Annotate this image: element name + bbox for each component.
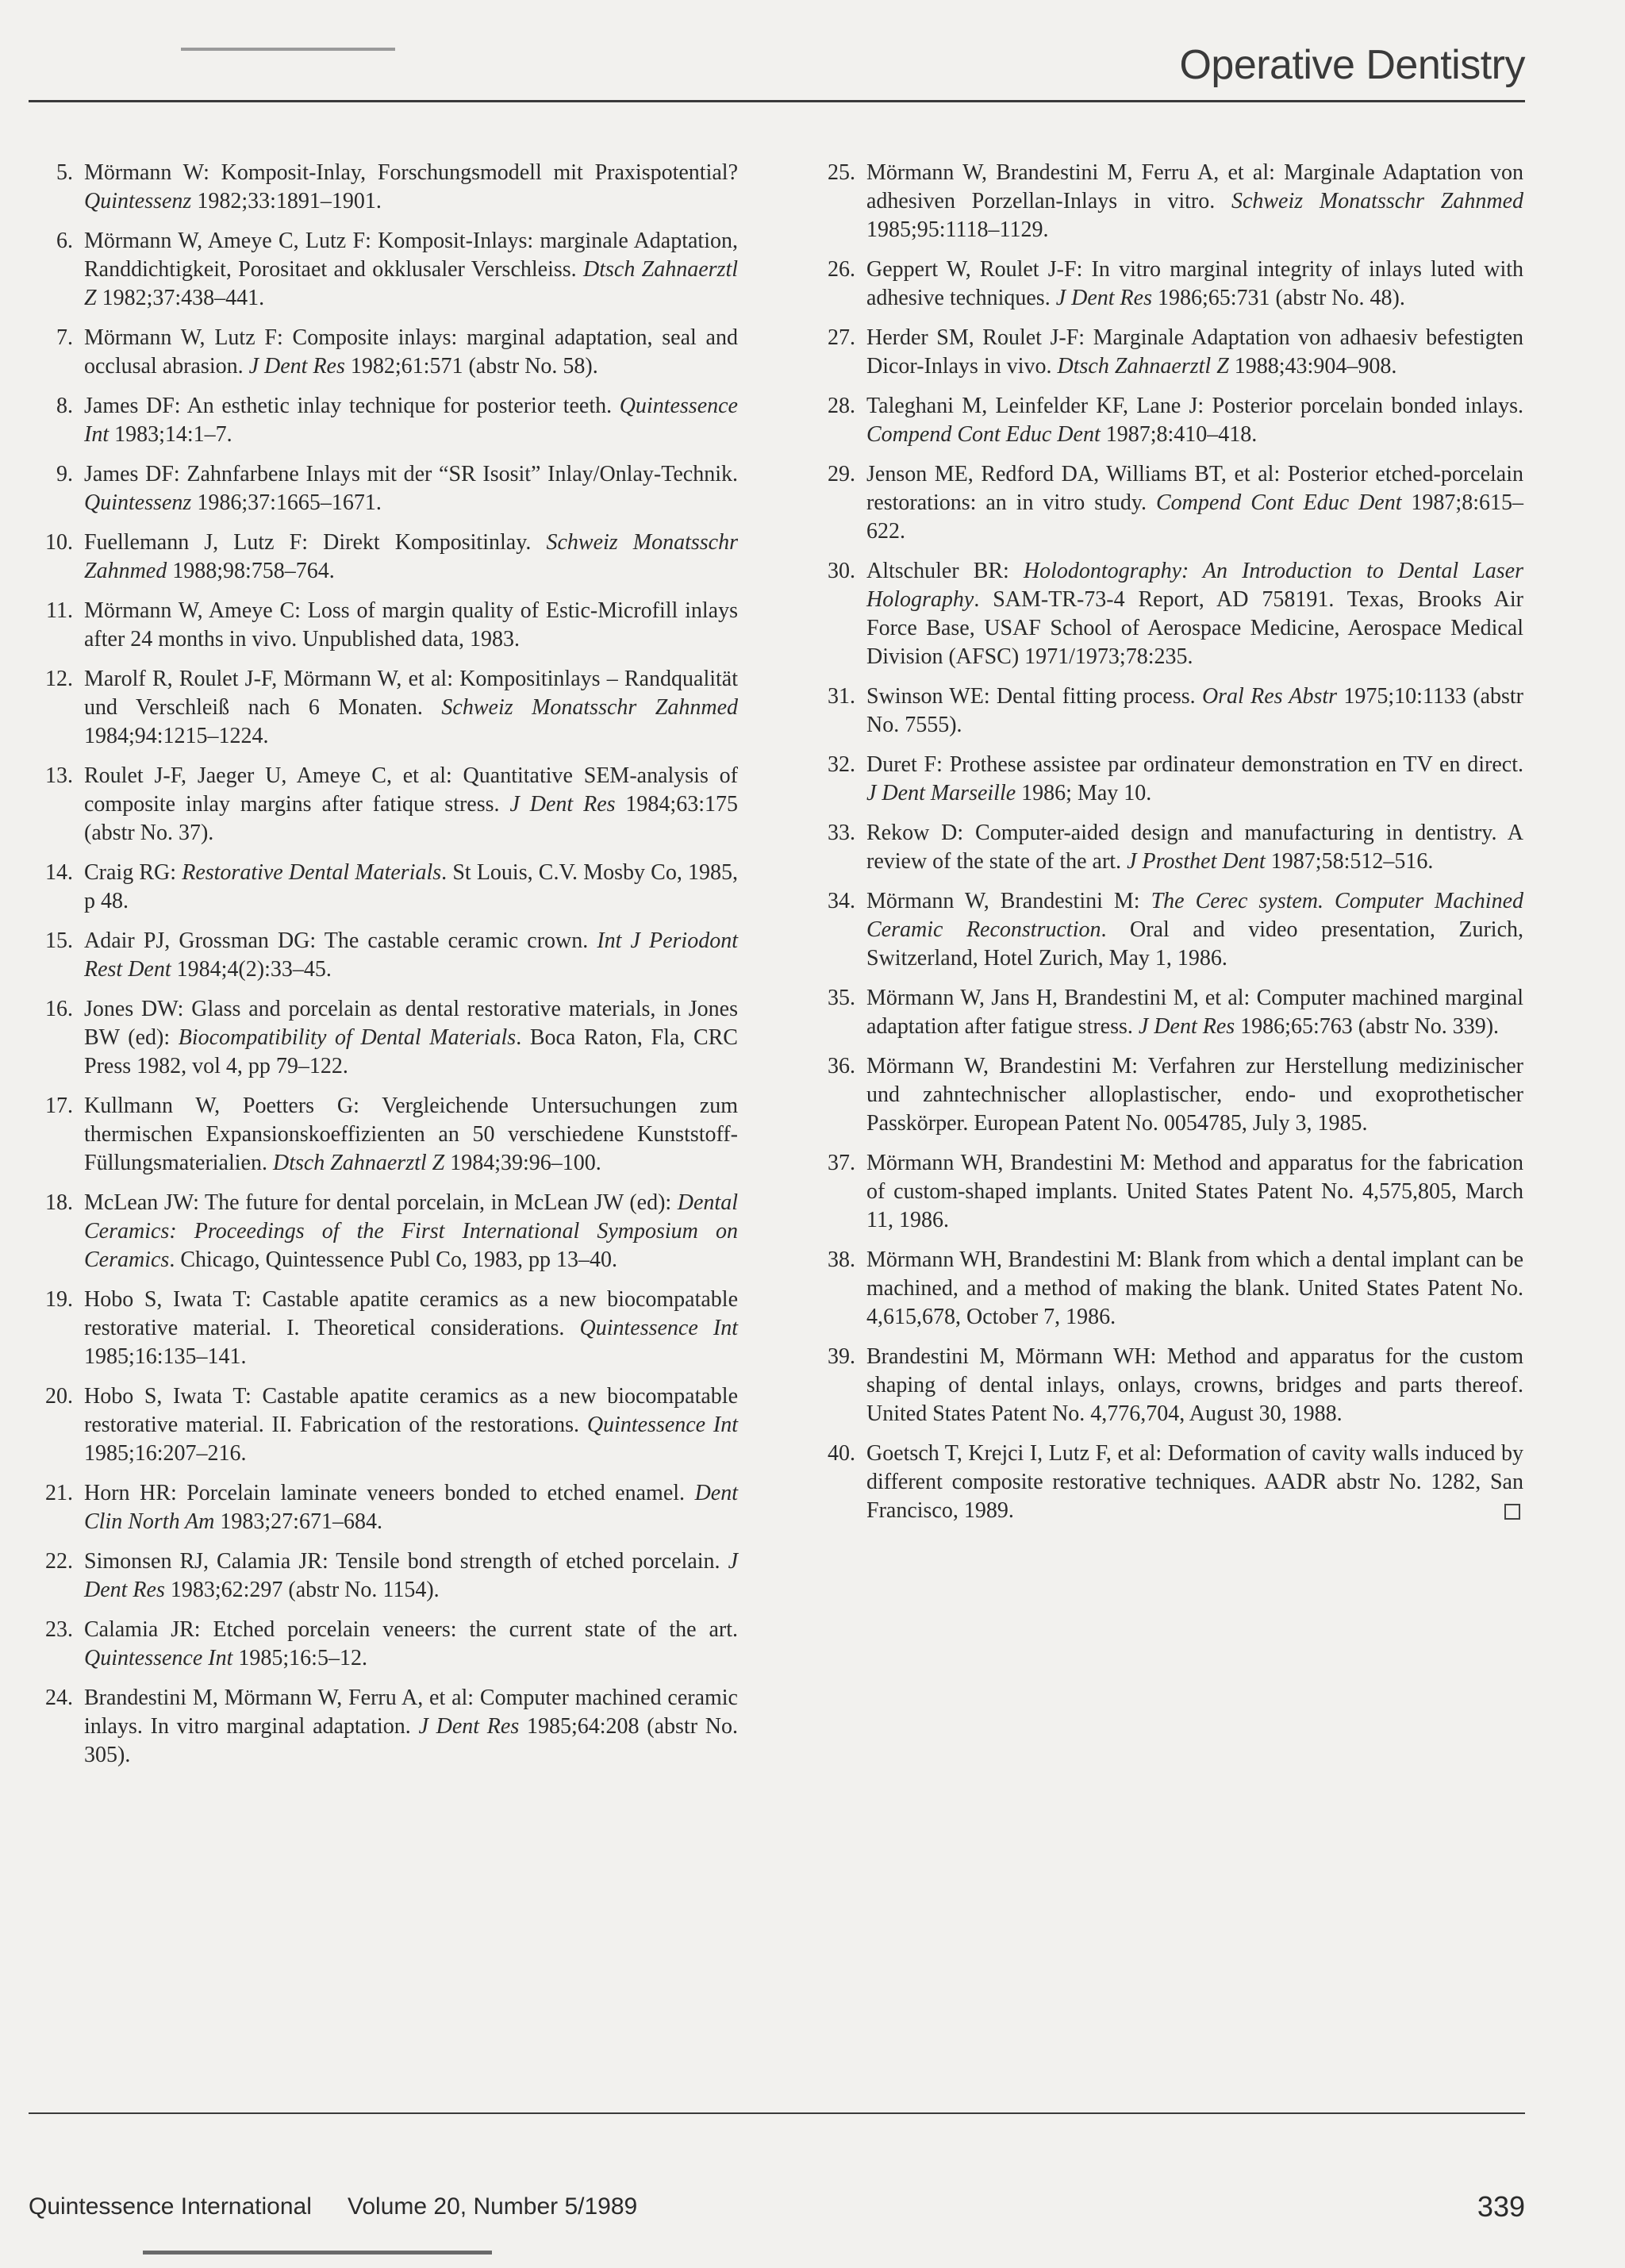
reference-item	[814, 1246, 1523, 1332]
reference-item	[32, 392, 738, 449]
reference-source-italic: Dtsch Zahnaerztl Z	[1057, 354, 1229, 379]
reference-number: 24.	[45, 1686, 73, 1710]
reference-source-italic: J Dent Res	[1055, 286, 1152, 310]
reference-item	[32, 529, 738, 586]
reference-text-part: 1984;4(2):33–45.	[171, 957, 332, 982]
reference-text	[866, 819, 1523, 876]
reference-number: 36.	[828, 1054, 855, 1078]
reference-text	[84, 1616, 738, 1673]
reference-text	[84, 460, 738, 517]
reference-number: 31.	[828, 684, 855, 709]
reference-text-part: 1987;58:512–516.	[1265, 849, 1434, 874]
reference-number: 32.	[828, 752, 855, 777]
reference-source-italic: Schweiz Monatsschr Zahnmed	[84, 530, 738, 583]
reference-source-italic: J Dent Res	[509, 792, 616, 817]
reference-source-italic: The Cerec system. Computer Machined Ceramic Reconstruction	[866, 889, 1523, 942]
footer-rule	[29, 2112, 1525, 2114]
reference-item	[814, 819, 1523, 876]
reference-number: 8.	[56, 394, 73, 418]
reference-number: 29.	[828, 462, 855, 486]
reference-item	[32, 227, 738, 313]
reference-text	[84, 927, 738, 984]
section-title: Operative Dentistry	[1179, 42, 1525, 88]
reference-source-italic: Quintessenz	[84, 490, 192, 515]
reference-text	[866, 984, 1523, 1041]
reference-text	[866, 256, 1523, 313]
footer-journal-name: Quintessence International	[29, 2193, 312, 2220]
scan-artifact-top	[181, 48, 395, 51]
reference-text-part: Altschuler BR:	[866, 559, 1024, 583]
reference-text	[84, 1684, 738, 1770]
reference-source-italic: J Dent Res	[84, 1549, 738, 1602]
reference-text	[866, 159, 1523, 244]
reference-text-part: Swinson WE: Dental fitting process.	[866, 684, 1202, 709]
references-left-column	[32, 159, 738, 1781]
reference-number: 23.	[45, 1617, 73, 1642]
reference-text	[866, 1052, 1523, 1138]
reference-number: 39.	[828, 1344, 855, 1369]
reference-text	[84, 1092, 738, 1178]
reference-item	[814, 1149, 1523, 1235]
reference-item	[32, 1684, 738, 1770]
reference-source-italic: J Dent Res	[418, 1714, 520, 1739]
reference-text-part: 1984;63:175 (abstr No. 37).	[84, 792, 738, 845]
reference-text-part: 1984;94:1215–1224.	[84, 724, 269, 748]
reference-number: 28.	[828, 394, 855, 418]
reference-text-part: Marolf R, Roulet J-F, Mörmann W, et al: Kompositinlays – Randqualität und Verschleiß nach 6 Monaten.	[84, 667, 738, 720]
reference-text-part: Mörmann W, Brandestini M: Verfahren zur Herstellung medizinischer und zahntechnischer alloplastischer, endo- und exoprothetischer Passkörper. European Patent No. 0054785, July 3, 1985.	[866, 1054, 1523, 1136]
reference-text-part: James DF: Zahnfarbene Inlays mit der “SR Isosit” Inlay/Onlay-Technik.	[84, 462, 738, 486]
reference-source-italic: Dtsch Zahnaerztl Z	[84, 257, 738, 310]
reference-text-part: Taleghani M, Leinfelder KF, Lane J: Posterior porcelain bonded inlays.	[866, 394, 1523, 418]
reference-number: 26.	[828, 257, 855, 282]
reference-item	[32, 1092, 738, 1178]
reference-text-part: Mörmann W, Ameye C, Lutz F: Komposit-Inlays: marginale Adaptation, Randdichtigkeit, Porositaet and okklusaler Verschleiss.	[84, 229, 738, 282]
reference-text	[866, 1149, 1523, 1235]
reference-text-part: 1986;65:763 (abstr No. 339).	[1235, 1014, 1500, 1039]
reference-text	[866, 1343, 1523, 1428]
reference-text-part: Roulet J-F, Jaeger U, Ameye C, et al: Quantitative SEM-analysis of composite inlay margins after fatique stress.	[84, 763, 738, 817]
reference-text	[84, 597, 738, 654]
reference-text	[84, 859, 738, 916]
reference-number: 5.	[56, 160, 73, 185]
reference-text	[84, 1286, 738, 1371]
reference-text-part: Craig RG:	[84, 860, 182, 885]
reference-number: 9.	[56, 462, 73, 486]
reference-item	[814, 392, 1523, 449]
reference-source-italic: Int J Periodont Rest Dent	[84, 928, 738, 982]
reference-text	[84, 324, 738, 381]
reference-text	[866, 1246, 1523, 1332]
reference-source-italic: Quintessence Int	[84, 1646, 233, 1670]
reference-source-italic: Restorative Dental Materials	[182, 860, 442, 885]
reference-text-part: Calamia JR: Etched porcelain veneers: the current state of the art.	[84, 1617, 738, 1642]
reference-text	[866, 460, 1523, 546]
reference-number: 30.	[828, 559, 855, 583]
header-rule	[29, 100, 1525, 102]
reference-text-part: Jones DW: Glass and porcelain as dental restorative materials, in Jones BW (ed):	[84, 997, 738, 1050]
reference-number: 11.	[46, 598, 73, 623]
reference-number: 22.	[45, 1549, 73, 1574]
reference-number: 40.	[828, 1441, 855, 1466]
reference-source-italic: Compend Cont Educ Dent	[1155, 490, 1402, 515]
reference-text-part: 1982;37:438–441.	[96, 286, 265, 310]
reference-text	[84, 995, 738, 1081]
reference-item	[814, 1440, 1523, 1525]
reference-text-part: Horn HR: Porcelain laminate veneers bonded to etched enamel.	[84, 1481, 695, 1505]
reference-source-italic: Quintessence Int	[84, 394, 738, 447]
reference-text	[84, 665, 738, 751]
reference-text-part: Mörmann W, Jans H, Brandestini M, et al: Computer machined marginal adaptation after fatigue stress.	[866, 986, 1523, 1039]
reference-text	[866, 751, 1523, 808]
reference-text-part: James DF: An esthetic inlay technique for posterior teeth.	[84, 394, 620, 418]
reference-item	[32, 762, 738, 848]
reference-text-part: Simonsen RJ, Calamia JR: Tensile bond strength of etched porcelain.	[84, 1549, 728, 1574]
reference-text-part: 1985;16:135–141.	[84, 1344, 247, 1369]
reference-text-part: 1987;8:615–622.	[866, 490, 1523, 544]
reference-number: 27.	[828, 325, 855, 350]
reference-text	[84, 392, 738, 449]
reference-text-part: 1987;8:410–418.	[1100, 422, 1258, 447]
reference-item	[814, 256, 1523, 313]
reference-text	[866, 887, 1523, 973]
page-number: 339	[1477, 2190, 1525, 2223]
reference-text-part: Goetsch T, Krejci I, Lutz F, et al: Deformation of cavity walls induced by different composite restorative techniques. AADR abstr No. 1282, San Francisco, 1989.	[866, 1441, 1523, 1523]
reference-source-italic: Compend Cont Educ Dent	[866, 422, 1101, 447]
reference-text-part: . St Louis, C.V. Mosby Co, 1985, p 48.	[84, 860, 739, 913]
reference-item	[814, 682, 1523, 740]
reference-text	[866, 1440, 1523, 1525]
reference-text	[84, 1382, 738, 1468]
reference-item	[814, 1052, 1523, 1138]
reference-text-part: . SAM-TR-73-4 Report, AD 758191. Texas, Brooks Air Force Base, USAF School of Aerospace Medicine, Aerospace Medical Division (AFSC) 1971/1973;78:235.	[866, 587, 1523, 669]
reference-item	[814, 887, 1523, 973]
reference-number: 21.	[45, 1481, 73, 1505]
reference-text-part: 1983;27:671–684.	[214, 1509, 382, 1534]
reference-text	[866, 392, 1523, 449]
reference-source-italic: Quintessence Int	[579, 1316, 738, 1340]
reference-text-part: 1986;37:1665–1671.	[191, 490, 382, 515]
reference-text-part: Rekow D: Computer-aided design and manufacturing in dentistry. A review of the state of the art.	[866, 821, 1523, 874]
reference-item	[32, 1382, 738, 1468]
reference-text-part: 1988;98:758–764.	[167, 559, 335, 583]
reference-source-italic: Oral Res Abstr	[1201, 684, 1338, 709]
reference-text-part: 1988;43:904–908.	[1228, 354, 1397, 379]
reference-item	[814, 324, 1523, 381]
reference-text-part: Mörmann W, Lutz F: Composite inlays: marginal adaptation, seal and occlusal abrasion.	[84, 325, 738, 379]
reference-text-part: 1982;33:1891–1901.	[191, 189, 382, 213]
reference-number: 38.	[828, 1247, 855, 1272]
article-end-square-icon	[1504, 1504, 1520, 1520]
reference-number: 34.	[828, 889, 855, 913]
reference-text-part: Mörmann WH, Brandestini M: Blank from which a dental implant can be machined, and a method of making the blank. United States Patent No. 4,615,678, October 7, 1986.	[866, 1247, 1523, 1329]
reference-text	[84, 529, 738, 586]
reference-text	[84, 762, 738, 848]
reference-source-italic: Schweiz Monatsschr Zahnmed	[441, 695, 738, 720]
scan-artifact-bottom	[143, 2251, 492, 2255]
reference-item	[814, 159, 1523, 244]
reference-item	[32, 1479, 738, 1536]
reference-number: 6.	[56, 229, 73, 253]
reference-text-part: Mörmann W: Komposit-Inlay, Forschungsmodell mit Praxispotential?	[84, 160, 738, 185]
reference-number: 37.	[828, 1151, 855, 1175]
reference-source-italic: Schweiz Monatsschr Zahnmed	[1231, 189, 1523, 213]
reference-item	[32, 159, 738, 216]
reference-text-part: Mörmann W, Ameye C: Loss of margin quality of Estic-Microfill inlays after 24 months in vivo. Unpublished data, 1983.	[84, 598, 738, 652]
reference-text-part: Jenson ME, Redford DA, Williams BT, et al: Posterior etched-porcelain restorations: an in vitro study.	[866, 462, 1523, 515]
reference-text-part: Geppert W, Roulet J-F: In vitro marginal integrity of inlays luted with adhesive techniques.	[866, 257, 1523, 310]
reference-text-part: 1986; May 10.	[1016, 781, 1152, 805]
reference-text-part: Fuellemann J, Lutz F: Direkt Kompositinlay.	[84, 530, 547, 555]
reference-text-part: Hobo S, Iwata T: Castable apatite ceramics as a new biocompatable restorative material. I. Theoretical considerations.	[84, 1287, 738, 1340]
reference-number: 19.	[45, 1287, 73, 1312]
reference-item	[32, 1547, 738, 1605]
reference-text-part: . Oral and video presentation, Zurich, Switzerland, Hotel Zurich, May 1, 1986.	[866, 917, 1523, 971]
reference-text-part: 1984;39:96–100.	[444, 1151, 601, 1175]
reference-text-part: Mörmann WH, Brandestini M: Method and apparatus for the fabrication of custom-shaped implants. United States Patent No. 4,575,805, March 11, 1986.	[866, 1151, 1523, 1232]
reference-item	[32, 927, 738, 984]
reference-text-part: 1985;16:207–216.	[84, 1441, 247, 1466]
reference-number: 10.	[45, 530, 73, 555]
reference-text-part: Mörmann W, Brandestini M:	[866, 889, 1151, 913]
reference-text-part: Brandestini M, Mörmann WH: Method and apparatus for the custom shaping of dental inlays, onlays, crowns, bridges and parts thereof. United States Patent No. 4,776,704, August 30, 1988.	[866, 1344, 1523, 1426]
reference-text-part: . Boca Raton, Fla, CRC Press 1982, vol 4, pp 79–122.	[84, 1025, 738, 1078]
reference-source-italic: Holodontography: An Introduction to Dental Laser Holography	[866, 559, 1523, 612]
reference-text-part: 1983;62:297 (abstr No. 1154).	[164, 1578, 440, 1602]
reference-text-part: Duret F: Prothese assistee par ordinateur demonstration en TV en direct.	[866, 752, 1523, 777]
reference-text-part: Mörmann W, Brandestini M, Ferru A, et al: Marginale Adaptation von adhesiven Porzellan-Inlays in vitro.	[866, 160, 1523, 213]
reference-text-part: 1985;64:208 (abstr No. 305).	[84, 1714, 738, 1767]
reference-text	[84, 1189, 738, 1274]
reference-text-part: Herder SM, Roulet J-F: Marginale Adaptation von adhaesiv befestigten Dicor-Inlays in vivo.	[866, 325, 1523, 379]
reference-source-italic: J Dent Marseille	[866, 781, 1016, 805]
reference-source-italic: J Dent Res	[1138, 1014, 1235, 1039]
reference-item	[814, 557, 1523, 671]
reference-item	[32, 1616, 738, 1673]
reference-source-italic: J Dent Res	[248, 354, 345, 379]
reference-text	[84, 227, 738, 313]
reference-item	[32, 859, 738, 916]
reference-item	[32, 1189, 738, 1274]
reference-number: 18.	[45, 1190, 73, 1215]
reference-number: 20.	[45, 1384, 73, 1409]
reference-item	[814, 460, 1523, 546]
reference-number: 7.	[56, 325, 73, 350]
reference-text-part: Kullmann W, Poetters G: Vergleichende Untersuchungen zum thermischen Expansionskoeffizienten an 50 verschiedene Kunststoff-Füllungsmaterialien.	[84, 1094, 738, 1175]
reference-number: 12.	[45, 667, 73, 691]
reference-item	[32, 597, 738, 654]
reference-text-part: 1982;61:571 (abstr No. 58).	[344, 354, 598, 379]
reference-text	[866, 682, 1523, 740]
reference-text-part: Hobo S, Iwata T: Castable apatite ceramics as a new biocompatable restorative material. II. Fabrication of the restorations.	[84, 1384, 738, 1437]
reference-number: 17.	[45, 1094, 73, 1118]
reference-item	[32, 1286, 738, 1371]
reference-text-part: 1985;95:1118–1129.	[866, 217, 1049, 242]
reference-text-part: Adair PJ, Grossman DG: The castable ceramic crown.	[84, 928, 597, 953]
reference-source-italic: Quintessence Int	[586, 1413, 738, 1437]
reference-text-part: . Chicago, Quintessence Publ Co, 1983, pp 13–40.	[169, 1247, 617, 1272]
reference-text-part: 1985;16:5–12.	[232, 1646, 367, 1670]
reference-number: 25.	[828, 160, 855, 185]
reference-text-part: 1983;14:1–7.	[109, 422, 232, 447]
reference-number: 16.	[45, 997, 73, 1021]
reference-number: 35.	[828, 986, 855, 1010]
reference-source-italic: J Prosthet Dent	[1127, 849, 1266, 874]
reference-number: 33.	[828, 821, 855, 845]
reference-number: 15.	[45, 928, 73, 953]
reference-item	[32, 665, 738, 751]
reference-source-italic: Dent Clin North Am	[84, 1481, 738, 1534]
footer-volume-issue: Volume 20, Number 5/1989	[348, 2193, 638, 2220]
reference-item	[814, 1343, 1523, 1428]
reference-text-part: McLean JW: The future for dental porcelain, in McLean JW (ed):	[84, 1190, 678, 1215]
reference-source-italic: Dtsch Zahnaerztl Z	[272, 1151, 445, 1175]
reference-item	[814, 751, 1523, 808]
reference-item	[32, 324, 738, 381]
reference-text-part: Brandestini M, Mörmann W, Ferru A, et al: Computer machined ceramic inlays. In vitro marginal adaptation.	[84, 1686, 738, 1739]
reference-text	[84, 159, 738, 216]
reference-source-italic: Quintessenz	[84, 189, 192, 213]
reference-text	[866, 557, 1523, 671]
reference-number: 13.	[45, 763, 73, 788]
references-right-column	[814, 159, 1523, 1536]
reference-source-italic: Dental Ceramics: Proceedings of the First International Symposium on Ceramics	[84, 1190, 738, 1272]
reference-text	[84, 1547, 738, 1605]
reference-number: 14.	[45, 860, 73, 885]
reference-text-part: 1986;65:731 (abstr No. 48).	[1152, 286, 1405, 310]
reference-text-part: 1975;10:1133 (abstr No. 7555).	[866, 684, 1523, 737]
reference-item	[32, 460, 738, 517]
reference-text	[84, 1479, 738, 1536]
reference-source-italic: Biocompatibility of Dental Materials	[178, 1025, 517, 1050]
reference-item	[814, 984, 1523, 1041]
reference-text	[866, 324, 1523, 381]
reference-item	[32, 995, 738, 1081]
